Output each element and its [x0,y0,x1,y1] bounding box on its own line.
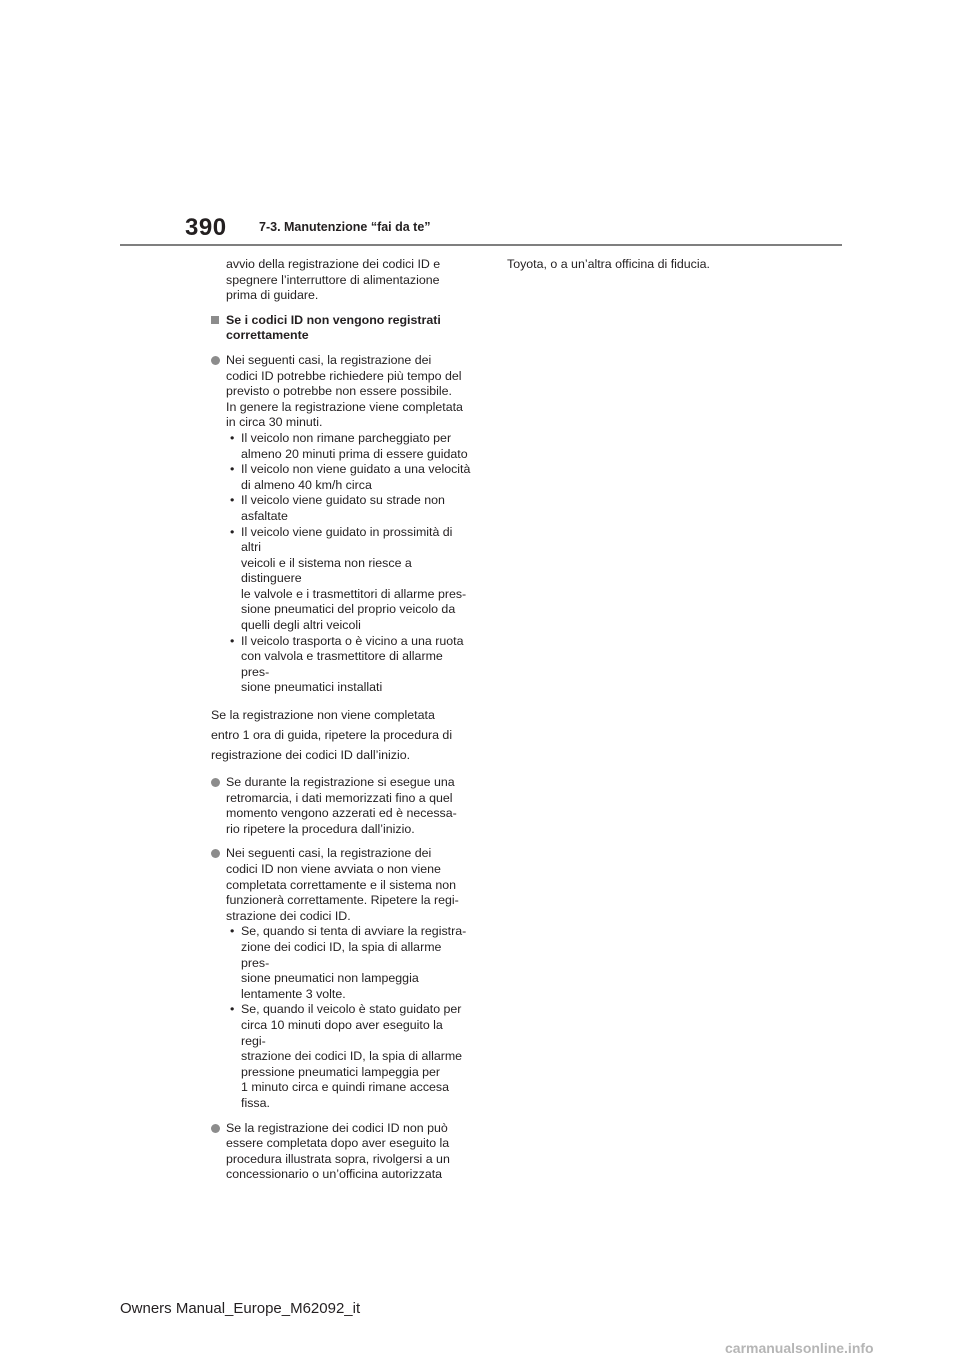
header-divider [120,244,842,246]
section-title: 7-3. Manutenzione “fai da te” [259,220,431,234]
bullet-item: Nei seguenti casi, la registrazione dei codici ID non viene avviata o non viene completata correttamente e il sistema non funzionerà correttamente. Ripetere la regi- strazione dei codici ID. • Se, quando si tenta di avviare la registra- zione dei codici ID, la spia di allarme pres- sione pneumatici non lampeggia lentamente 3 volte. • Se, quando il veicolo è stato guidato per circa 10 minuti dopo aver eseguito la regi- strazione dei codici ID, la spia di allarme pressione pneumatici lampeggia per 1 minuto circa e quindi rimane accesa fissa. [211,846,471,1111]
sub-bullet: • Il veicolo viene guidato su strade non asfaltate [230,493,445,523]
page-number: 390 [185,214,227,241]
continuation-text: avvio della registrazione dei codici ID e spegnere l’interruttore di alimentazione prima di guidare. [226,257,441,303]
bullet-item: Se durante la registrazione si esegue una retromarcia, i dati memorizzati fino a quel momento vengono azzerati ed è necessa- rio ripetere la procedura dall’inizio. [211,775,471,837]
left-column [211,257,471,1192]
sub-bullet: • Se, quando si tenta di avviare la registra- zione dei codici ID, la spia di allarme pres- sione pneumatici non lampeggia lentamente 3 volte. [230,924,467,1001]
sub-bullet: • Il veicolo non viene guidato a una velocità di almeno 40 km/h circa [230,462,471,492]
bullet-item: Nei seguenti casi, la registrazione dei codici ID potrebbe richiedere più tempo del previsto o potrebbe non essere possibile. In genere la registrazione viene completata in circa 30 minuti. • Il veicolo non rimane parcheggiato per almeno 20 minuti prima di essere guidato • Il veicolo non viene guidato a una velocità di almeno 40 km/h circa • Il veicolo viene guidato su strade non asfaltate • Il veicolo viene guidato in prossimità di altri veicoli e il sistema non riesce a distinguere le valvole e i trasmettitori di allarme pres- sione pneumatici del proprio veicolo da quelli degli altri veicoli • Il veicolo trasporta o è vicino a una ruota con valvola e trasmettitore di allarme pres- sione pneumatici installati [211,353,471,696]
circle-bullet-icon [211,356,220,365]
circle-bullet-icon [211,849,220,858]
circle-bullet-icon [211,778,220,787]
sub-bullet: • Se, quando il veicolo è stato guidato per circa 10 minuti dopo aver eseguito la regi- strazione dei codici ID, la spia di allarme pressione pneumatici lampeggia per 1 minuto circa e quindi rimane accesa fissa. [230,1002,463,1110]
sub-bullet: • Il veicolo trasporta o è vicino a una ruota con valvola e trasmettitore di allarme pres- sione pneumatici installati [230,633,464,695]
sub-bullet: • Il veicolo viene guidato in prossimità di altri veicoli e il sistema non riesce a distinguere le valvole e i trasmettitori di allarme pres- sione pneumatici del proprio veicolo da quelli degli altri veicoli [230,524,467,633]
circle-bullet-icon [211,1124,220,1133]
continuation-text: Toyota, o a un’altra officina di fiducia. [507,257,710,271]
watermark: carmanualsonline.info [725,1340,874,1356]
footer-document-id: Owners Manual_Europe_M62092_it [120,1300,361,1317]
plain-paragraph: Se la registrazione non viene completata entro 1 ora di guida, ripetere la procedura di registrazione dei codici ID dall’inizio. [211,708,453,763]
bullet-item: Se la registrazione dei codici ID non può essere completata dopo aver eseguito la procedura illustrata sopra, rivolgersi a un concessionario o un’officina autorizzata [211,1121,471,1183]
right-column [507,257,807,273]
sub-bullet: • Il veicolo non rimane parcheggiato per almeno 20 minuti prima di essere guidato [230,430,468,461]
square-bullet-icon [211,316,219,324]
section-heading: Se i codici ID non vengono registrati correttamente [211,313,471,344]
